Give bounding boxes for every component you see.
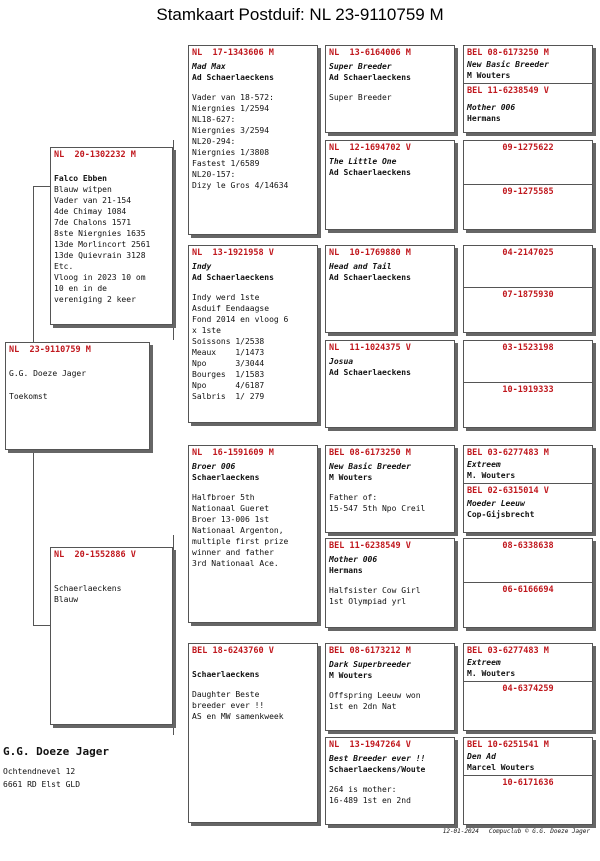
owner-label: Marcel Wouters bbox=[467, 763, 535, 772]
ring-number: BEL 11-6238549 V bbox=[467, 86, 549, 96]
pigeon-info: Blauw witpen Vader van 21-154 4de Chimay 1084 7de Chalons 1571 8ste Niergnies 1635 13de Morlincort 2561 13de Quievrain 3128 Etc. Vloog in 2023 10 om 10 en in de vereniging 2 keer bbox=[54, 185, 151, 304]
ring-number: 10-6171636 bbox=[502, 778, 554, 788]
ring-number: NL 10-1769880 M bbox=[329, 248, 411, 258]
ancestor-pair-card[interactable] bbox=[463, 737, 593, 825]
pigeon-name: Mother 006 bbox=[467, 103, 516, 112]
ring-number: 10-1919333 bbox=[502, 385, 554, 395]
pigeon-info: Super Breeder bbox=[329, 93, 392, 102]
ring-number: NL 17-1343606 M bbox=[192, 48, 274, 58]
ring-number: 06-6166694 bbox=[502, 585, 554, 595]
owner-label: Falco Ebben bbox=[54, 174, 107, 183]
ring-number: NL 13-1921958 V bbox=[192, 248, 274, 258]
ring-number: BEL 10-6251541 M bbox=[467, 740, 549, 750]
ring-number: BEL 03-6277483 M bbox=[467, 646, 549, 656]
page-title: Stamkaart Postduif: NL 23-9110759 M bbox=[156, 5, 444, 24]
grandparent-card[interactable] bbox=[188, 643, 318, 823]
ring-number: 08-6338638 bbox=[502, 541, 554, 551]
connector-line bbox=[173, 535, 174, 735]
ancestor-pair-card[interactable] bbox=[463, 245, 593, 333]
pigeon-name: Indy bbox=[192, 262, 212, 271]
connector-line bbox=[33, 625, 50, 626]
owner-label: Schaerlaeckens bbox=[54, 584, 122, 593]
ancestor-pair-card[interactable] bbox=[463, 643, 593, 731]
pigeon-name: Super Breeder bbox=[329, 62, 392, 71]
ancestor-pair-card[interactable] bbox=[463, 45, 593, 133]
pigeon-name: New Basic Breeder bbox=[467, 60, 549, 69]
pigeon-name: Dark Superbreeder bbox=[329, 660, 411, 669]
ring-number: NL 20-1552886 V bbox=[54, 550, 136, 560]
pigeon-info: Halfbroer 5th Nationaal Gueret Broer 13-006 1st Nationaal Argenton, multiple first prize winner and father 3rd Nationaal Ace. bbox=[192, 493, 289, 568]
great-grandparent-card[interactable] bbox=[325, 45, 455, 133]
ring-number: NL 23-9110759 M bbox=[9, 345, 91, 355]
ring-number: NL 13-6164006 M bbox=[329, 48, 411, 58]
print-date: 12-01-2024 bbox=[442, 828, 479, 835]
owner-label: Cop-Gijsbrecht bbox=[467, 510, 535, 519]
ancestor-pair-card[interactable] bbox=[463, 538, 593, 628]
ring-number: BEL 18-6243760 V bbox=[192, 646, 274, 656]
owner-label: M. Wouters bbox=[467, 471, 516, 480]
ring-number: BEL 08-6173250 M bbox=[467, 48, 549, 58]
pigeon-name: Best Breeder ever !! bbox=[329, 754, 426, 763]
owner-label: Ad Schaerlaeckens bbox=[329, 273, 411, 282]
pigeon-info: Daughter Beste breeder ever !! AS en MW samenkweek bbox=[192, 690, 284, 721]
great-grandparent-card[interactable] bbox=[325, 340, 455, 428]
owner-name: G.G. Doeze Jager bbox=[3, 745, 109, 758]
pigeon-info: Halfsister Cow Girl 1st Olympiad yrl bbox=[329, 586, 421, 606]
ring-number: NL 20-1302232 M bbox=[54, 150, 136, 160]
owner-label: Ad Schaerlaeckens bbox=[192, 273, 274, 282]
pigeon-info: Toekomst bbox=[9, 392, 48, 401]
owner-label: Ad Schaerlaeckens bbox=[329, 168, 411, 177]
pigeon-info: Indy werd 1ste Asduif Eendaagse Fond 2014 en vloog 6 x 1ste Soissons 1/2538 Meaux 1/1473 Npo 3/3044 Bourges 1/1583 Npo 4/6187 Salbris 1/ 279 bbox=[192, 293, 289, 401]
subject-card[interactable] bbox=[5, 342, 150, 450]
great-grandparent-card[interactable] bbox=[325, 643, 455, 731]
owner-label: Schaerlaeckens bbox=[192, 473, 260, 482]
owner-label: Ad Schaerlaeckens bbox=[192, 73, 274, 82]
ring-number: NL 12-1694702 V bbox=[329, 143, 411, 153]
ring-number: BEL 08-6173250 M bbox=[329, 448, 411, 458]
owner-label: M. Wouters bbox=[467, 669, 516, 678]
pigeon-info: Father of: 15-547 5th Npo Creil bbox=[329, 493, 426, 513]
owner-address-line: Ochtendnevel 12 bbox=[3, 767, 76, 776]
ring-number: 07-1875930 bbox=[502, 290, 554, 300]
pigeon-info: Vader van 18-572: Niergnies 1/2594 NL18-627: Niergnies 3/2594 NL20-294: Niergnies 1/3808 Fastest 1/6589 NL20-157: Dizy le Gros 4/14634 bbox=[192, 93, 289, 190]
ring-number: BEL 03-6277483 M bbox=[467, 448, 549, 458]
ring-number: BEL 11-6238549 V bbox=[329, 541, 411, 551]
software-credit: Compuclub © G.G. Doeze Jager bbox=[488, 828, 590, 835]
great-grandparent-card[interactable] bbox=[325, 245, 455, 333]
ring-number: 03-1523198 bbox=[502, 343, 554, 353]
ring-number: BEL 02-6315014 V bbox=[467, 486, 549, 496]
great-grandparent-card[interactable] bbox=[325, 140, 455, 230]
owner-label: G.G. Doeze Jager bbox=[9, 369, 87, 378]
ring-number: 09-1275585 bbox=[502, 187, 554, 197]
owner-label: M Wouters bbox=[329, 473, 373, 482]
owner-label: Schaerlaeckens bbox=[192, 670, 260, 679]
pigeon-name: Moeder Leeuw bbox=[467, 499, 525, 508]
pigeon-info: 264 is mother: 16-489 1st en 2nd bbox=[329, 785, 411, 805]
great-grandparent-card[interactable] bbox=[325, 737, 455, 825]
pigeon-name: The Little One bbox=[329, 157, 397, 166]
grandparent-card[interactable] bbox=[188, 45, 318, 235]
grandparent-card[interactable] bbox=[188, 445, 318, 623]
ring-number: NL 13-1947264 V bbox=[329, 740, 411, 750]
pigeon-name: Head and Tail bbox=[329, 262, 392, 271]
owner-label: Ad Schaerlaeckens bbox=[329, 73, 411, 82]
owner-label: Hermans bbox=[329, 566, 363, 575]
owner-label: Schaerlaeckens/Woute bbox=[329, 765, 426, 774]
pigeon-name: Den Ad bbox=[467, 752, 496, 761]
pigeon-name: Mother 006 bbox=[329, 555, 378, 564]
pigeon-name: Extreem bbox=[467, 460, 501, 469]
ring-number: 04-6374259 bbox=[502, 684, 554, 694]
owner-label: Ad Schaerlaeckens bbox=[329, 368, 411, 377]
connector-line bbox=[173, 140, 174, 340]
grandparent-card[interactable] bbox=[188, 245, 318, 423]
dam-card[interactable] bbox=[50, 547, 173, 725]
ring-number: NL 16-1591609 M bbox=[192, 448, 274, 458]
great-grandparent-card[interactable] bbox=[325, 445, 455, 533]
ring-number: 09-1275622 bbox=[502, 143, 554, 153]
owner-address-line: 6661 RD Elst GLD bbox=[3, 780, 81, 789]
sire-card[interactable] bbox=[50, 147, 173, 325]
pigeon-name: Mad Max bbox=[192, 62, 226, 71]
pigeon-name: Josua bbox=[329, 357, 354, 366]
ring-number: 04-2147025 bbox=[502, 248, 554, 258]
pigeon-info: Offspring Leeuw won 1st en 2dn Nat bbox=[329, 691, 421, 711]
footer bbox=[433, 828, 590, 835]
pigeon-name: Broer 006 bbox=[192, 462, 236, 471]
pigeon-info: Blauw bbox=[54, 595, 79, 604]
ancestor-pair-card[interactable] bbox=[463, 140, 593, 230]
owner-label: Hermans bbox=[467, 114, 501, 123]
ring-number: BEL 08-6173212 M bbox=[329, 646, 411, 656]
ring-number: NL 11-1024375 V bbox=[329, 343, 411, 353]
pigeon-name: New Basic Breeder bbox=[329, 462, 411, 471]
ancestor-pair-card[interactable] bbox=[463, 445, 593, 533]
great-grandparent-card[interactable] bbox=[325, 538, 455, 628]
owner-label: M Wouters bbox=[329, 671, 373, 680]
ancestor-pair-card[interactable] bbox=[463, 340, 593, 428]
pigeon-name: Extreem bbox=[467, 658, 501, 667]
owner-label: M Wouters bbox=[467, 71, 511, 80]
connector-line bbox=[33, 186, 50, 187]
